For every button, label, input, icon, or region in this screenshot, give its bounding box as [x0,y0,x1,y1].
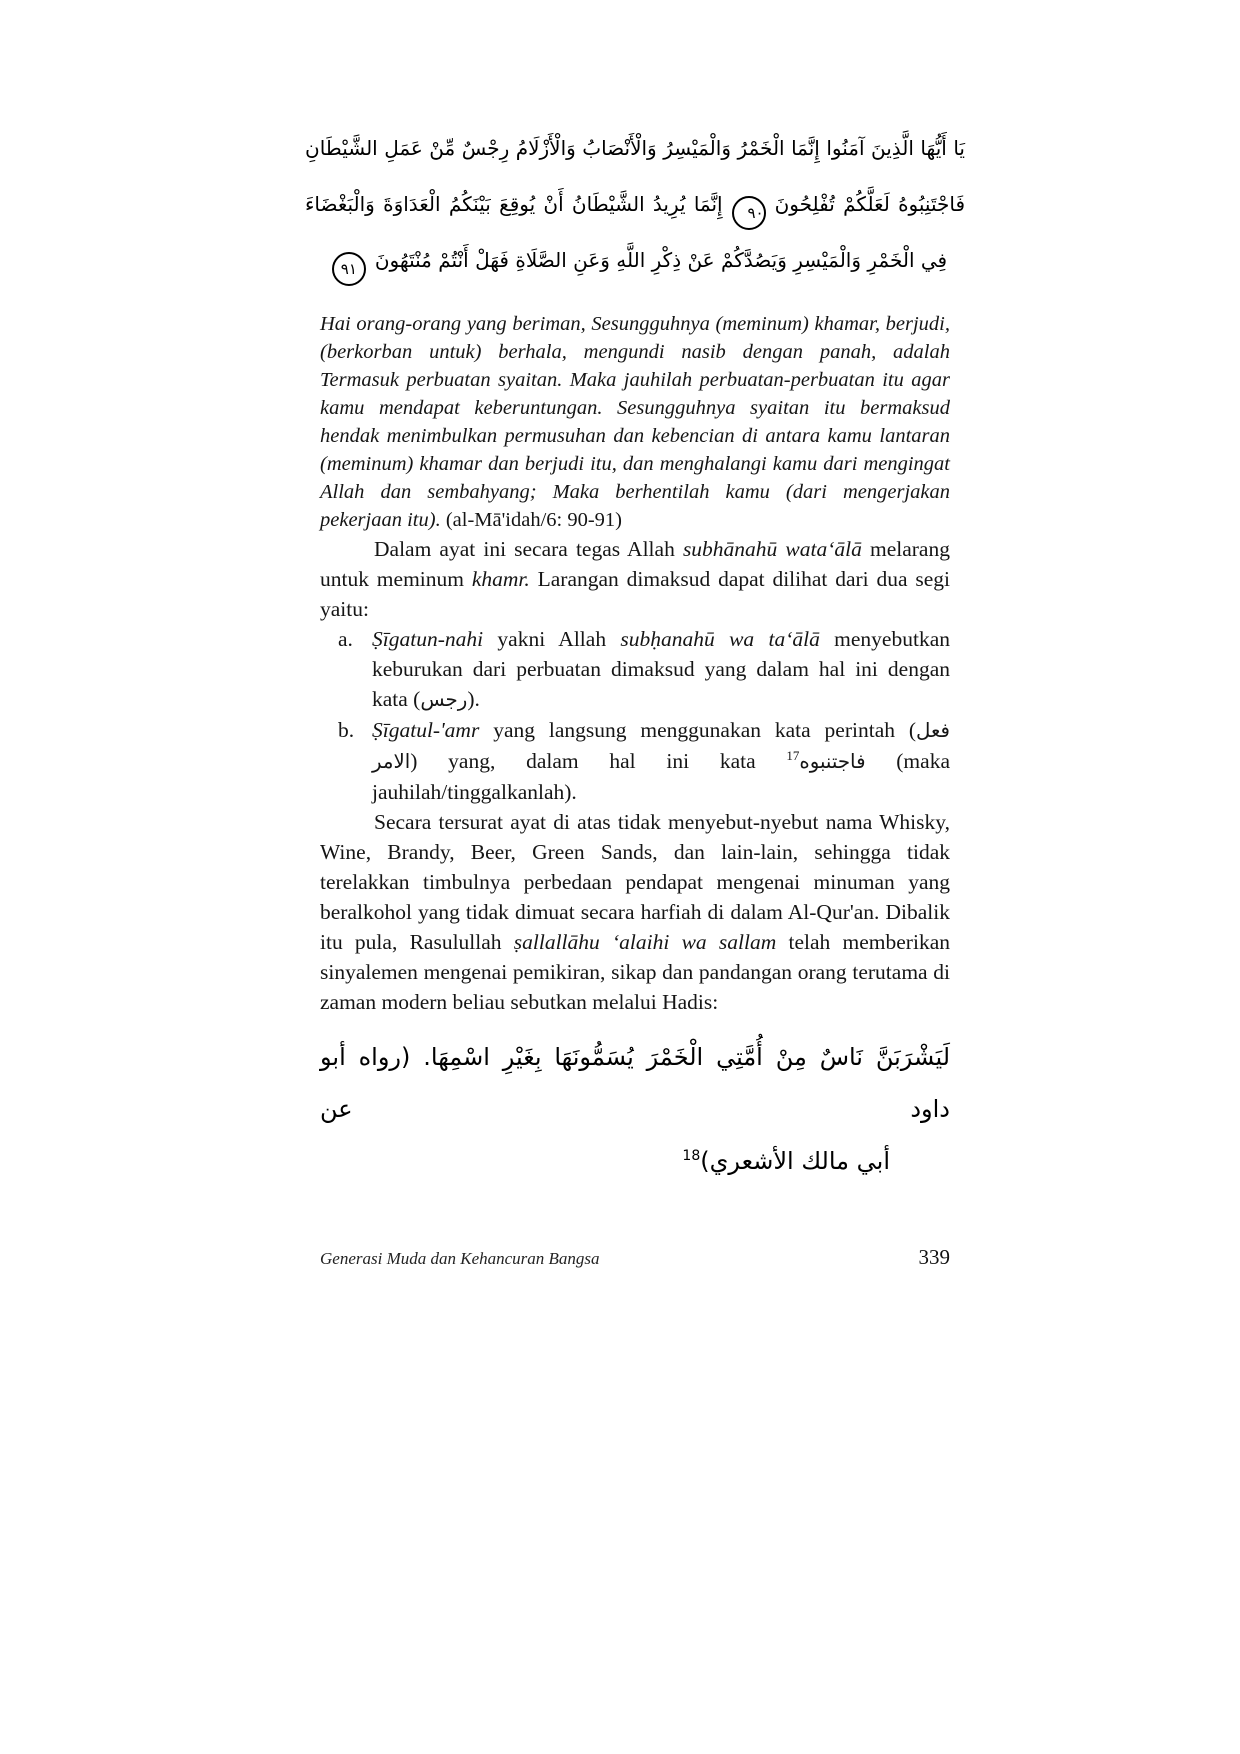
text-run: yang langsung menggunakan kata perintah ( [479,718,917,742]
text-run: menyebutkan keburukan dari perbuatan dimaksud yang dalam hal ini dengan kata ( [372,627,950,711]
list-item-text [372,624,950,715]
hadith-line-2 [320,1135,950,1187]
text-run: (maka jauhilah/tinggalkanlah). [372,749,950,804]
paragraph-discussion [320,807,950,1017]
quran-text: إِنَّمَا يُرِيدُ الشَّيْطَانُ أَنْ يُوقِعَ بَيْنَكُمُ الْعَدَاوَةَ وَالْبَغْضَاءَ [305,192,723,216]
list-marker: a. [338,627,353,651]
translation-paragraph [320,310,950,534]
arabic-transliteration: Ṣīgatun-nahi [372,627,484,651]
arabic-transliteration: subhānahū wata‘ālā [682,537,862,561]
quran-line-3 [305,232,965,288]
footnote-ref-17: 17 [786,747,800,763]
page-content [305,120,966,1187]
quran-text: فَاجْتَنِبُوهُ لَعَلَّكُمْ تُفْلِحُونَ [774,192,966,216]
footer-book-title: Generasi Muda dan Kehancuran Bangsa [320,1249,600,1268]
text-run: telah memberikan sinyalemen mengenai pemikiran, sikap dan pandangan orang terutama di zaman modern beliau sebutkan melalui Hadis: [320,930,950,1014]
list-item-a [320,624,950,715]
inline-arabic-word: فاجتنبوه [799,750,866,773]
verse-reference: (al-Mā'idah/6: 90-91) [440,509,623,531]
ayah-marker-90: ٩٠ [732,196,766,230]
text-run: melarang untuk meminum [320,537,950,591]
hadith-block [320,1031,950,1187]
quran-verse-block [305,120,965,288]
quran-text: فِي الْخَمْرِ وَالْمَيْسِرِ وَيَصُدَّكُمْ عَنْ ذِكْرِ اللَّهِ وَعَنِ الصَّلَاةِ فَهَلْ أَنْتُمْ مُنْتَهُونَ [374,248,948,272]
arabic-transliteration: Ṣīgatul-'amr [372,718,480,742]
list-item-text [372,715,950,807]
text-run: ). [467,687,480,711]
arabic-transliteration: khamr. [471,567,530,591]
hadith-source: أبي مالك الأشعري) [700,1147,890,1175]
footnote-ref-18: 18 [682,1148,701,1164]
text-run: ) yang, dalam hal ini kata [410,749,787,773]
quran-line-2 [305,176,965,232]
text-run: Larangan dimaksud dapat dilihat dari dua segi yaitu: [320,567,951,621]
hadith-text: لَيَشْرَبَنَّ نَاسٌ مِنْ أُمَّتِي الْخَمْرَ يُسَمُّونَهَا بِغَيْرِ اسْمِهَا. (رواه أبو داود عن [320,1043,950,1123]
text-run: Secara tersurat ayat di atas tidak menyebut-nyebut nama Whisky, Wine, Brandy, Beer, Green Sands, dan lain-lain, sehingga tidak terelakkan timbulnya perbedaan pendapat mengenai minuman yang beralkohol yang tidak dimuat secara harfiah di dalam Al-Qur'an. Dibalik itu pula, Rasulullah [320,810,950,954]
footer-page-number: 339 [918,1245,950,1269]
arabic-transliteration: subḥanahū wa ta‘ālā [620,627,820,651]
ayah-marker-91: ٩١ [332,252,366,286]
paragraph-intro [320,534,950,624]
text-run: yakni Allah [483,627,621,651]
quran-text: يَا أَيُّهَا الَّذِينَ آمَنُوا إِنَّمَا الْخَمْرُ وَالْمَيْسِرُ وَالْأَنْصَابُ وَالْأَزْلَامُ رِجْسٌ مِّنْ عَمَلِ الشَّيْطَانِ [305,136,965,160]
inline-arabic-phrase: فعل الامر [372,719,950,773]
hadith-line-1 [320,1031,950,1135]
text-run: Dalam ayat ini secara tegas Allah [374,537,683,561]
list-marker: b. [338,718,355,742]
list-item-b [320,715,950,807]
arabic-transliteration: ṣallallāhu ‘alaihi wa sallam [513,930,777,954]
inline-arabic-word: رجس [420,688,468,711]
quran-line-1 [305,120,965,176]
page-footer [320,1245,950,1270]
translation-text: Hai orang-orang yang beriman, Sesungguhnya (meminum) khamar, berjudi, (berkorban untuk) berhala, mengundi nasib dengan panah, adalah Termasuk perbuatan syaitan. Maka jauhilah perbuatan-perbuatan itu agar kamu mendapat keberuntungan. Sesungguhnya syaitan itu bermaksud hendak menimbulkan permusuhan dan kebencian di antara kamu lantaran (meminum) khamar dan berjudi itu, dan menghalangi kamu dari mengingat Allah dan sembahyang; Maka berhentilah kamu (dari mengerjakan pekerjaan itu). [320,313,950,531]
